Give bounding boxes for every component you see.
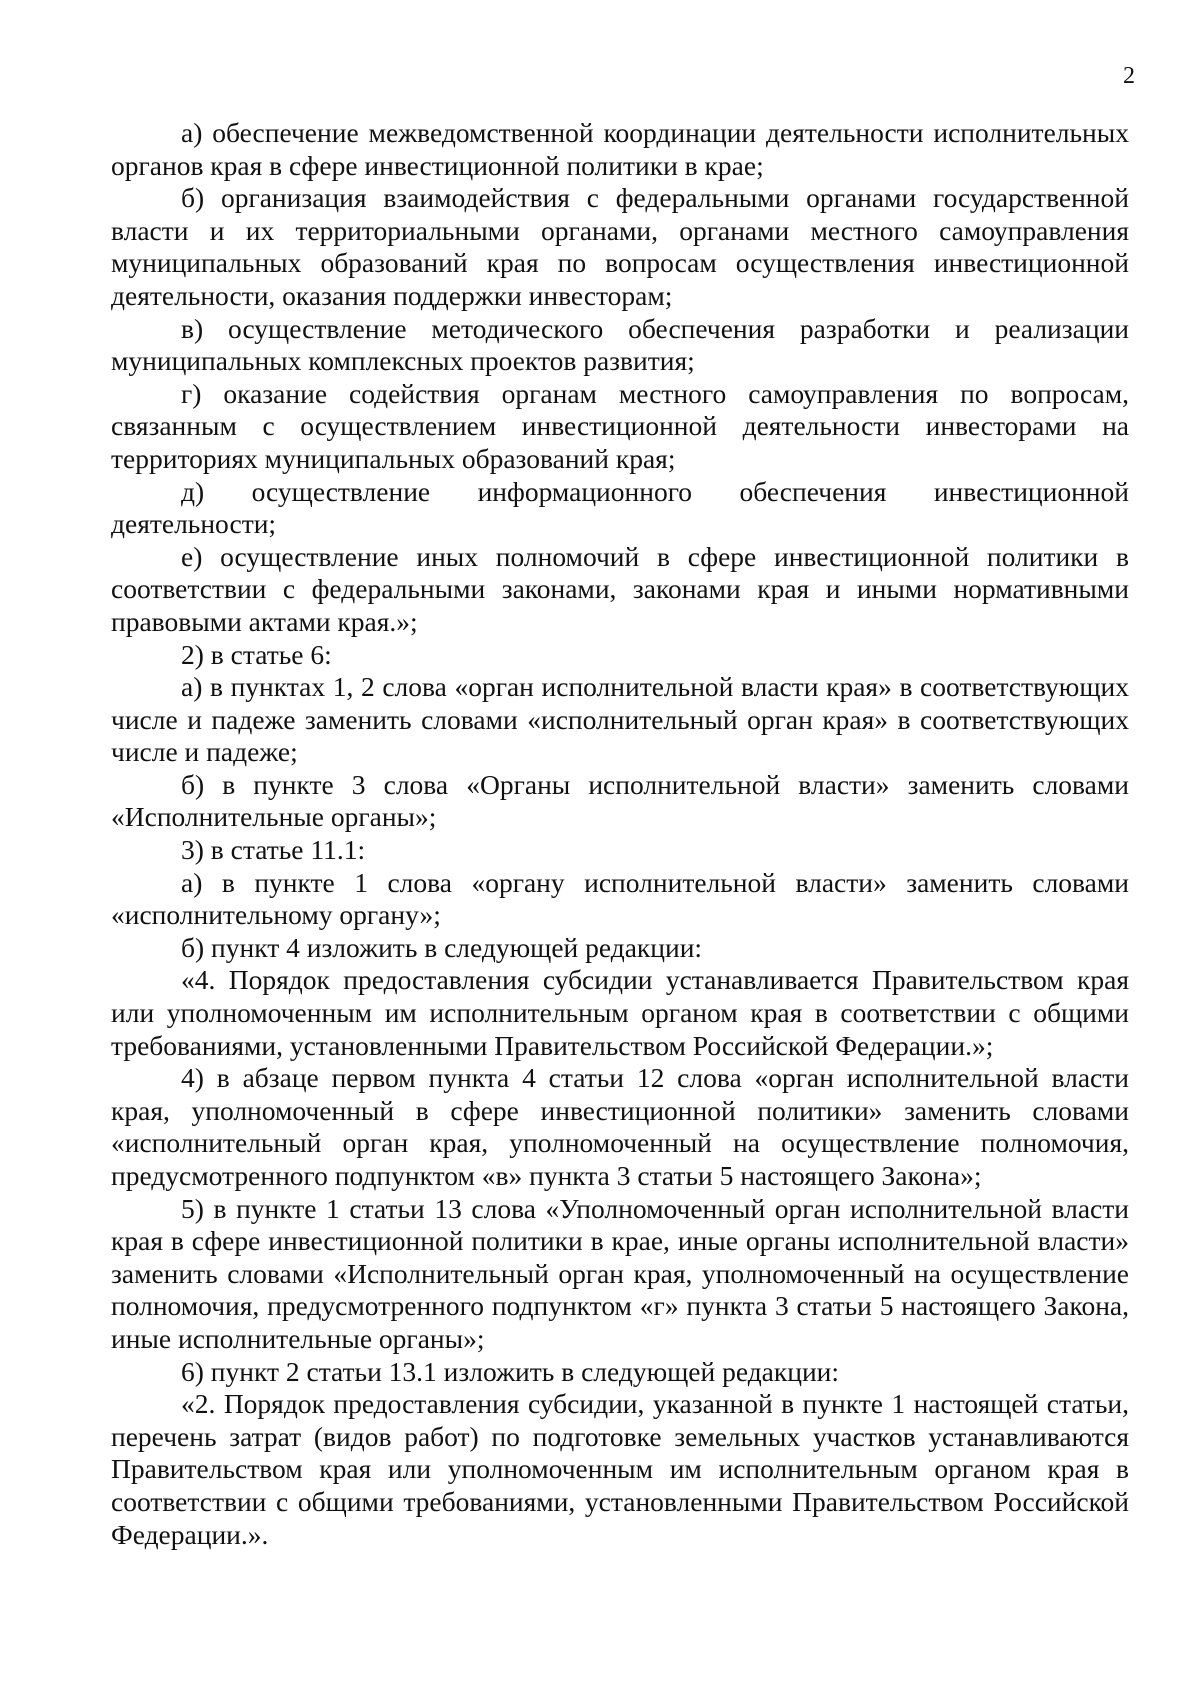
paragraph-item-b: б) организация взаимодействия с федеральными органами государственной власти и их территориальными органами, органами местного самоуправления муниципальных образований края по вопросам осуществления инвестиционной деятельности, оказания поддержки инвесторам; bbox=[111, 182, 1129, 311]
paragraph-item-a: а) обеспечение межведомственной координации деятельности исполнительных органов края в сфере инвестиционной политики в крае; bbox=[111, 117, 1129, 181]
paragraph-section-3: 3) в статье 11.1: bbox=[181, 834, 366, 866]
paragraph-section-2-b: б) в пункте 3 слова «Органы исполнительной власти» заменить словами «Исполнительные органы»; bbox=[111, 768, 1129, 833]
paragraph-section-2: 2) в статье 6: bbox=[181, 638, 332, 670]
document-body bbox=[111, 117, 1129, 1551]
paragraph-section-4: 4) в абзаце первом пункта 4 статьи 12 слова «орган исполнительной власти края, уполномоченный в сфере инвестиционной политики» заменить словами «исполнительный орган края, уполномоченный на осуществление полномочия, предусмотренного подпунктом «в» пункта 3 статьи 5 настоящего Закона»; bbox=[111, 1062, 1129, 1191]
paragraph-item-g: г) оказание содействия органам местного самоуправления по вопросам, связанным с осуществлением инвестиционной деятельности инвесторами на территориях муниципальных образований края; bbox=[111, 377, 1129, 474]
paragraph-section-2-a: а) в пунктах 1, 2 слова «орган исполнительной власти края» в соответствующих числе и падеже заменить словами «исполнительный орган края» в соответствующих числе и падеже; bbox=[111, 671, 1129, 768]
paragraph-item-v: в) осуществление методического обеспечения разработки и реализации муниципальных комплексных проектов развития; bbox=[111, 312, 1129, 377]
paragraph-item-e: е) осуществление иных полномочий в сфере инвестиционной политики в соответствии с федеральными законами, законами края и иными нормативными правовыми актами края.»; bbox=[111, 540, 1129, 637]
paragraph-section-3-b: б) пункт 4 изложить в следующей редакции: bbox=[181, 931, 703, 963]
paragraph-item-d: д) осуществление информационного обеспечения инвестиционной деятельности; bbox=[111, 475, 1129, 540]
paragraph-quote-4: «4. Порядок предоставления субсидии устанавливается Правительством края или уполномоченным им исполнительным органом края в соответствии с общими требованиями, установленными Правительством Российской Федерации.»; bbox=[111, 964, 1129, 1061]
paragraph-section-6: 6) пункт 2 статьи 13.1 изложить в следующей редакции: bbox=[181, 1355, 840, 1387]
paragraph-section-5: 5) в пункте 1 статьи 13 слова «Уполномоченный орган исполнительной власти края в сфере инвестиционной политики в крае, иные органы исполнительной власти» заменить словами «Исполнительный орган края, уполномоченный на осуществление полномочия, предусмотренного подпунктом «г» пункта 3 статьи 5 настоящего Закона, иные исполнительные органы»; bbox=[111, 1192, 1129, 1354]
paragraph-section-3-a: а) в пункте 1 слова «органу исполнительной власти» заменить словами «исполнительному органу»; bbox=[111, 866, 1129, 931]
page-number: 2 bbox=[1123, 63, 1135, 89]
paragraph-quote-2: «2. Порядок предоставления субсидии, указанной в пункте 1 настоящей статьи, перечень затрат (видов работ) по подготовке земельных участков устанавливаются Правительством края или уполномоченным им исполнительным органом края в соответствии с общими требованиями, установленными Правительством Российской Федерации.». bbox=[111, 1388, 1129, 1550]
